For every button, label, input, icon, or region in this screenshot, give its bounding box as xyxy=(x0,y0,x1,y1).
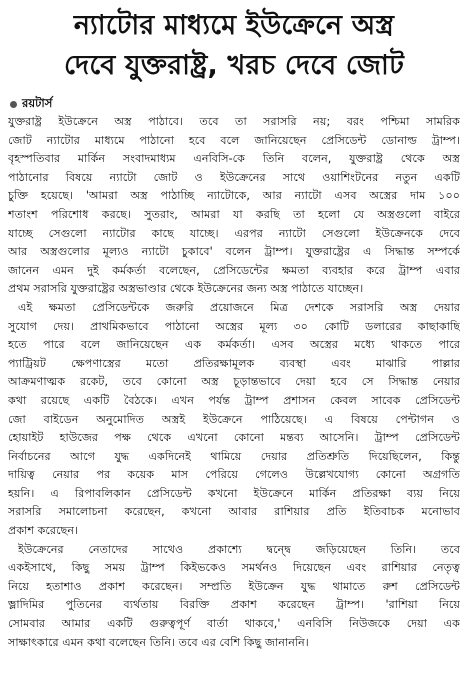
text-line: পাঠানোর বিষয়ে ন্যাটো জোট ও ইউক্রেনের সাথে ওয়াশিংটনের নতুন একটি xyxy=(8,170,460,184)
text-line: এই ক্ষমতা প্রেসিডেন্টকে জরুরি প্রয়োজনে মিত্র দেশকে সরাসরি অস্ত্র দেয়ার xyxy=(18,300,460,314)
text-line: আর অস্ত্রগুলোর মূল্যও ন্যাটো চুকাবে' বলেন ট্রাম্প। যুক্তরাষ্ট্রের এ সিদ্ধান্ত সম্পর্কে xyxy=(8,245,460,259)
text-line: দায়িত্ব নেয়ার পর কয়েক মাস পেরিয়ে গেলেও উল্লেখযোগ্য কোনো অগ্রগতি xyxy=(8,468,460,482)
paragraph-2 xyxy=(8,299,460,541)
text-line: প্রকাশ করেছেন। xyxy=(8,524,79,538)
text-line: হতে পারে বলে জানিয়েছেন এক কর্মকর্তা। এসব অস্ত্রের মধ্যে থাকতে পারে xyxy=(8,338,460,352)
text-line: সোমবার আমার একটি গুরুত্বপূর্ণ বার্তা থাকবে,' এনবিসি নিউজকে দেয়া এক xyxy=(8,617,460,631)
text-line: জানেন এমন দুই কর্মকর্তা বলেছেন, প্রেসিডেন্টের ক্ষমতা ব্যবহার করে ট্রাম্প এবার xyxy=(8,263,460,277)
text-line: শতাংশ পরিশোধ করছে। সুতরাং, আমরা যা করছি তা হলো যে অস্ত্রগুলো বাইরে xyxy=(8,207,460,221)
text-line: নির্বাচনের আগে যুদ্ধ একদিনেই থামিয়ে দেয়ার প্রতিশ্রুতি দিয়েছিলেন, কিন্তু xyxy=(8,449,460,463)
text-line: যুক্তরাষ্ট্র ইউক্রেনে অস্ত্র পাঠাবে। তবে তা সরাসরি নয়; বরং পশ্চিমা সামরিক xyxy=(8,115,460,128)
text-line: জো বাইডেন অনুমোদিত অস্ত্রই ইউক্রেনে পাঠিয়েছে। এ বিষয়ে পেন্টাগন ও xyxy=(8,412,460,426)
byline-source: রয়টার্স xyxy=(22,95,53,110)
text-line: হয়নি। এ রিপাবলিকান প্রেসিডেন্ট কখনো ইউক্রেনে মার্কিন প্রতিরক্ষা ব্যয় নিয়ে xyxy=(8,486,460,500)
bullet-icon xyxy=(10,101,17,108)
text-line: সাক্ষাৎকারে এমন কথা বলেছেন তিনি। তবে এর বেশি কিছু জানাননি। xyxy=(8,635,309,649)
text-line: চুক্তি হয়েছে। 'আমরা অস্ত্র পাঠাচ্ছি ন্যাটোকে, আর ন্যাটো এসব অস্ত্রের দাম ১০০ xyxy=(8,189,460,203)
headline-line-1: ন্যাটোর মাধ্যমে ইউক্রেনে অস্ত্র xyxy=(73,10,395,41)
text-line: আক্রমণাত্মক রকেট, তবে কোনো অস্ত্র চূড়ান্তভাবে দেয়া হবে সে সিদ্ধান্ত নেয়ার xyxy=(8,375,460,389)
paragraph-1 xyxy=(8,113,460,299)
paragraph-3 xyxy=(8,541,460,653)
text-line: কথা রয়েছে একটি বৈঠকে। এখন পর্যন্ত ট্রাম্প প্রশাসন কেবল সাবেক প্রেসিডেন্ট xyxy=(8,393,460,407)
text-line: হোয়াইট হাউজের পক্ষ থেকে এখনো কোনো মন্তব্য আসেনি। ট্রাম্প প্রেসিডেন্ট xyxy=(8,431,460,445)
headline xyxy=(8,6,460,86)
text-line: সুযোগ দেয়। প্রাথমিকভাবে পাঠানো অস্ত্রের মূল্য ৩০ কোটি ডলারের কাছাকাছি xyxy=(8,319,460,333)
text-line: একইসাথে, কিছু সময় ট্রাম্প কিইভকেও সমর্থনও দিয়েছেন এবং রাশিয়ার নেতৃত্ব xyxy=(8,561,460,575)
text-line: নিয়ে হতাশাও প্রকাশ করেছেন। সম্প্রতি ইউক্রেন যুদ্ধ থামাতে রুশ প্রেসিডেন্ট xyxy=(8,579,460,593)
text-line: প্রথম সরাসরি যুক্তরাষ্ট্রের অস্ত্রভাণ্ডার থেকে ইউক্রেনের জন্য অস্ত্র পাঠাতে যাচ্ছেন। xyxy=(8,282,364,296)
text-line: ভ্লাদিমির পুতিনের ব্যর্থতায় বিরক্তি প্রকাশ করেছেন ট্রাম্প। 'রাশিয়া নিয়ে xyxy=(8,598,460,612)
text-line: যাচ্ছে সেগুলো ন্যাটোর কাছে যাচ্ছে। এরপর ন্যাটো সেগুলো ইউক্রেনকে দেবে xyxy=(8,226,460,240)
text-line: প্যাট্রিয়ট ক্ষেপণাস্ত্রের মতো প্রতিরক্ষামূলক ব্যবস্থা এবং মাঝারি পাল্লার xyxy=(8,356,460,370)
text-line: জোট ন্যাটোর মাধ্যমে পাঠানো হবে বলে জানিয়েছেন প্রেসিডেন্ট ডোনাল্ড ট্রাম্প। xyxy=(8,133,460,147)
article-body xyxy=(8,113,460,652)
byline xyxy=(8,96,460,112)
headline-line-2: দেবে যুক্তরাষ্ট্র, খরচ দেবে জোট xyxy=(64,50,404,81)
text-line: ইউক্রেনের নেতাদের সাথেও প্রকাশ্যে দ্বন্দ্বে জড়িয়েছেন তিনি। তবে xyxy=(18,542,460,556)
text-line: সরাসরি সমালোচনা করেছেন, কখনো আবার রাশিয়ার প্রতি ইতিবাচক মনোভাব xyxy=(8,505,460,519)
text-line: বৃহস্পতিবার মার্কিন সংবাদমাধ্যম এনবিসি-কে তিনি বলেন, যুক্তরাষ্ট্র থেকে অস্ত্র xyxy=(8,152,460,166)
